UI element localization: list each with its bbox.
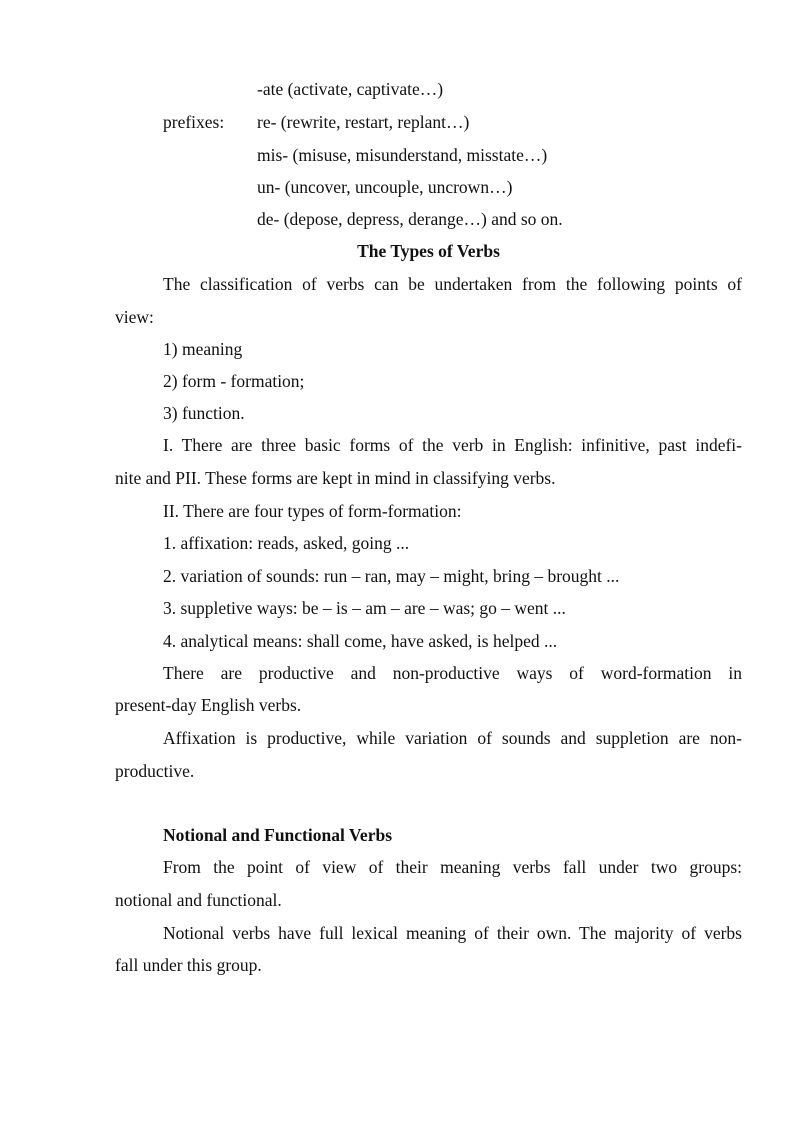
paragraph-line: fall under this group.	[115, 955, 262, 975]
paragraph-line: The classification of verbs can be undertaken from the following points of	[163, 274, 742, 294]
section-heading: Notional and Functional Verbs	[163, 825, 393, 845]
paragraph-line: productive.	[115, 761, 195, 781]
paragraph-line: Affixation is productive, while variation of sounds and suppletion are non-	[163, 728, 742, 748]
list-item: 3) function.	[163, 403, 245, 423]
list-item: 3. suppletive ways: be – is – am – are – was; go – went ...	[163, 598, 566, 618]
paragraph-line: II. There are four types of form-formation:	[163, 501, 462, 521]
list-item: 2) form - formation;	[163, 371, 305, 391]
list-item: 4. analytical means: shall come, have asked, is helped ...	[163, 631, 558, 651]
prefix-item: re- (rewrite, restart, replant…)	[257, 112, 470, 132]
paragraph-line: Notional verbs have full lexical meaning of their own. The majority of verbs	[163, 923, 742, 943]
paragraph-line: I. There are three basic forms of the verb in English: infinitive, past indefi-	[163, 435, 742, 455]
list-item: 2. variation of sounds: run – ran, may – might, bring – brought ...	[163, 566, 620, 586]
paragraph-line: nite and PII. These forms are kept in mind in classifying verbs.	[115, 468, 556, 488]
section-heading: The Types of Verbs	[357, 241, 500, 261]
paragraph-line: present-day English verbs.	[115, 695, 302, 715]
paragraph-line: From the point of view of their meaning verbs fall under two groups:	[163, 857, 742, 877]
paragraph-line: There are productive and non-productive ways of word-formation in	[163, 663, 742, 683]
prefix-item: un- (uncover, uncouple, uncrown…)	[257, 177, 513, 197]
prefix-item: de- (depose, depress, derange…) and so on.	[257, 209, 563, 229]
list-item: 1. affixation: reads, asked, going ...	[163, 533, 410, 553]
prefix-item: mis- (misuse, misunderstand, misstate…)	[257, 145, 548, 165]
paragraph-line: view:	[115, 307, 154, 327]
prefixes-label: prefixes:	[163, 112, 225, 132]
suffix-ate-line: -ate (activate, captivate…)	[257, 79, 444, 99]
list-item: 1) meaning	[163, 339, 243, 359]
paragraph-line: notional and functional.	[115, 890, 282, 910]
